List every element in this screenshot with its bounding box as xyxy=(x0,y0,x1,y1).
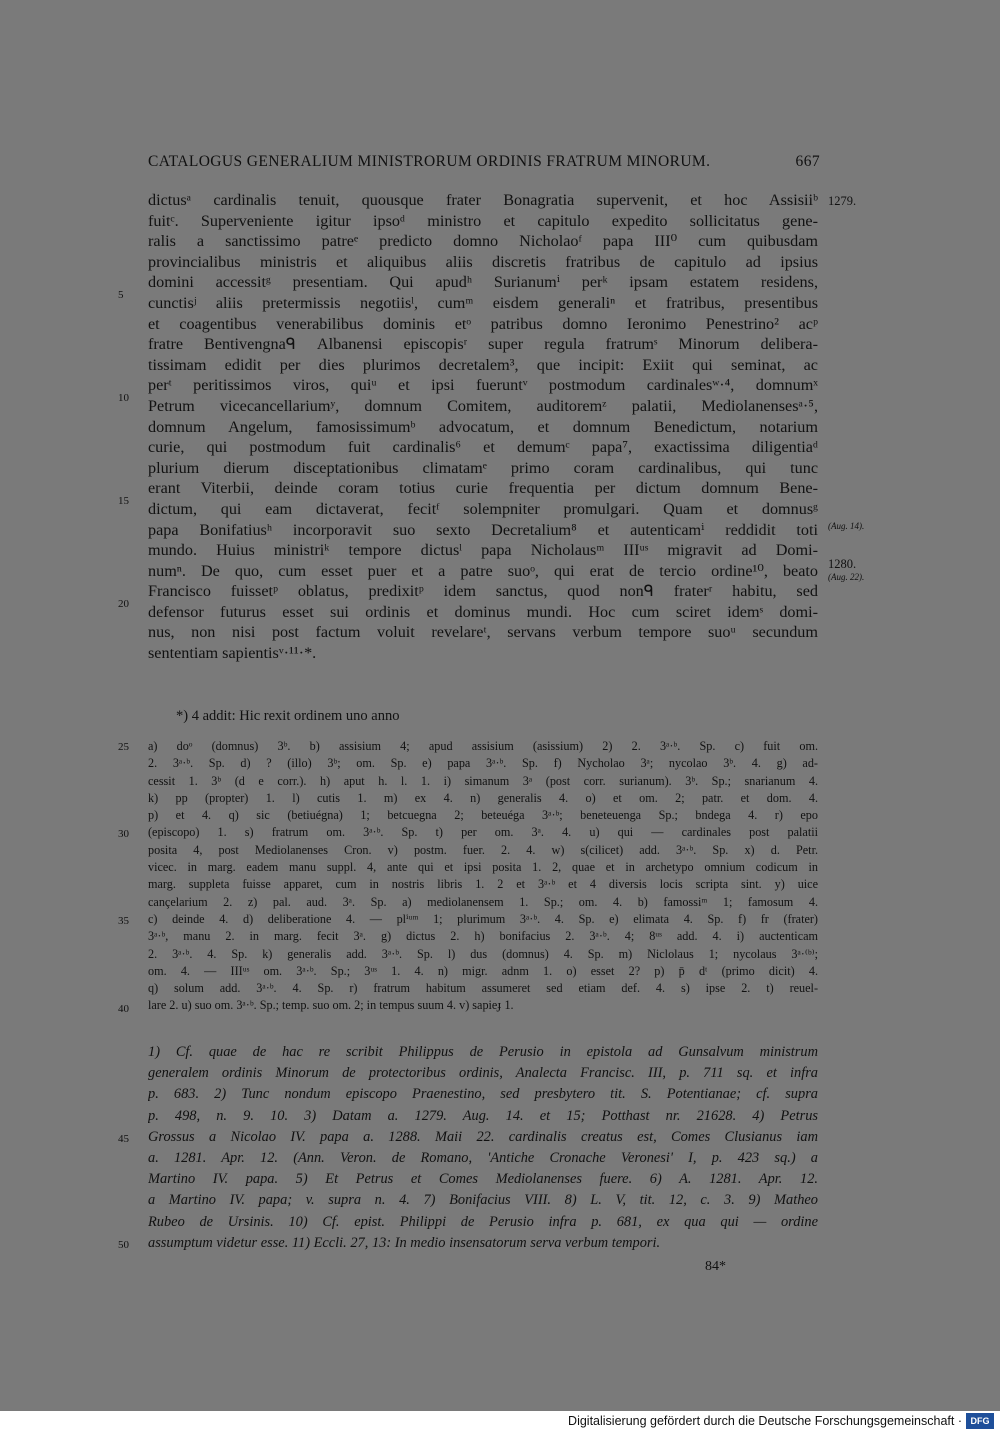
line-number: 30 xyxy=(118,828,129,840)
text-line: defensor futurus esset sui ordinis et dominus mundi. Hoc cum sciret idemˢ domi- xyxy=(148,602,818,621)
text-line: fuitᶜ. Superveniente igitur ipsoᵈ ministro et capitulo expedito sollicitatus gene- xyxy=(148,211,818,230)
text-line: a Martino IV. papa; v. supra n. 4. 7) Bonifacius VIII. 8) L. V, tit. 12, c. 3. 9) Matheo xyxy=(148,1192,818,1209)
line-number: 10 xyxy=(118,392,129,404)
text-line: domini accessitᵍ presentiam. Qui apudʰ Surianumⁱ perᵏ ipsam estatem residens, xyxy=(148,273,818,292)
text-line: lare 2. u) suo om. 3ᵃ·ᵇ. Sp.; temp. suo om. 2; in tempus suum 4. v) sapieɟ 1. xyxy=(148,998,514,1013)
text-line: cunctisʲ aliis pretermissis negotiisˡ, cumᵐ eisdem generaliⁿ et fratribus, presentibus xyxy=(148,293,818,312)
header-title: CATALOGUS GENERALIUM MINISTRORUM ORDINIS FRATRUM MINORUM. xyxy=(148,153,711,170)
critical-apparatus xyxy=(148,738,818,1015)
star-note: *) 4 addit: Hic rexit ordinem uno anno xyxy=(176,708,400,724)
margin-date: (Aug. 14). xyxy=(828,521,865,531)
text-line: generalem ordinis Minorum de protectoribus ordinis, Analecta Francisc. III, p. 711 sq. et infra xyxy=(148,1065,818,1082)
text-line: fratre Bentivengnaᑫ Albanensi episcopisʳ super regula fratrumˢ Minorum delibera- xyxy=(148,335,818,354)
text-line: numⁿ. De quo, cum esset puer et a patre suoᵒ, qui erat de tercio ordine¹⁰, beato xyxy=(148,561,818,580)
text-line: cançelarium 2. z) pal. aud. 3ᵃ. Sp. a) mediolanensem 1. Sp.; om. 4. b) famossiᵐ 1; famosum 4. xyxy=(148,894,818,909)
margin-year: 1279. xyxy=(828,194,857,208)
text-line: Rubeo de Ursinis. 10) Cf. epist. Philippi de Perusio infra p. 681, ex qua qui — ordine xyxy=(148,1213,818,1230)
signature-mark: 84* xyxy=(705,1259,726,1274)
text-line: p. 683. 2) Tunc nondum episcopo Praenestino, sed presbytero tit. S. Potentianae; cf. supra xyxy=(148,1086,818,1103)
text-line: erant Viterbii, deinde coram totius curie frequentia per dictum domnum Bene- xyxy=(148,479,818,498)
text-line: nus, non nisi post factum voluit revelareᵗ, servans verbum tempore suoᵘ secundum xyxy=(148,623,818,642)
text-line: 2. 3ᵃ·ᵇ. Sp. d) ? (illo) 3ᵇ; om. Sp. e) papa 3ᵃ·ᵇ. Sp. f) Nycholao 3ᵃ; nycolao 3ᵇ. 4. g) ad- xyxy=(148,756,818,771)
text-line: c) deinde 4. d) deliberatione 4. — plⁱᵘᵐ 1; plurimum 3ᵃ·ᵇ. 4. Sp. e) elimata 4. Sp. f) fr (frater) xyxy=(148,911,818,926)
line-number: 45 xyxy=(118,1133,129,1145)
text-line: om. 4. — IIIᵘˢ om. 3ᵃ·ᵇ. Sp.; 3ᵘˢ 1. 4. n) migr. adnm 1. o) esset 2? p) p̄ dᵗ (primo dicit) 4. xyxy=(148,963,818,978)
dfg-logo: DFG xyxy=(966,1413,994,1429)
footer-bar xyxy=(0,1411,1000,1434)
footer-text: Digitalisierung gefördert durch die Deutsche Forschungsgemeinschaft · xyxy=(568,1414,962,1428)
text-line: curie, qui postmodum fuit cardinalis⁶ et demumᶜ papa⁷, exactissima diligentiaᵈ xyxy=(148,438,818,457)
line-number: 25 xyxy=(118,741,129,753)
margin-year: 1280. xyxy=(828,557,857,571)
text-line: vicec. in marg. eadem manu suppl. 4, ante qui et ipsi posita 1. 2, quae et in archetypo omnium codicum in xyxy=(148,860,818,875)
text-line: dictum, qui eam dictaverat, fecitᶠ solempniter promulgari. Quam et domnusᵍ xyxy=(148,499,818,518)
text-line: cessit 1. 3ᵇ (d e corr.). h) aput h. l. 1. i) simanum 3ᵃ (post corr. surianum). 3ᵇ. Sp.; snarianum 4. xyxy=(148,773,818,788)
line-number: 35 xyxy=(118,915,129,927)
text-line: perᵗ peritissimos viros, quiᵘ et ipsi fueruntᵛ postmodum cardinalesʷ·⁴, domnumˣ xyxy=(148,376,818,395)
text-line: provincialibus ministris et aliquibus aliis discretis fratribus de capitulo ad ipsius xyxy=(148,252,818,271)
text-line: k) pp (propter) 1. l) cutis 1. m) ex 4. n) generalis 4. o) et om. 2; patr. et dom. 4. xyxy=(148,790,818,805)
text-line: domnum Angelum, famosissimumᵇ advocatum, et domnum Benedictum, notarium xyxy=(148,417,818,436)
line-number: 15 xyxy=(118,495,129,507)
text-line: 2. 3ᵃ·ᵇ. 4. Sp. k) generalis add. 3ᵃ·ᵇ. Sp. l) dus (domnus) 4. Sp. m) Niclolaus 1; nycolaus 3ᵃ·⁽ᵇ⁾; xyxy=(148,946,818,961)
text-line: dictusᵃ cardinalis tenuit, quousque frater Bonagratia supervenit, et hoc Assisiiᵇ xyxy=(148,191,818,209)
text-line: et coagentibus venerabilibus dominis etᵒ patribus domno Ieronimo Penestrino² acᵖ xyxy=(148,314,818,333)
line-number: 5 xyxy=(118,289,124,301)
margin-date: (Aug. 22). xyxy=(828,572,865,582)
footnotes xyxy=(148,1042,818,1254)
text-line: 1) Cf. quae de hac re scribit Philippus de Perusio in epistola ad Gunsalvum ministrum xyxy=(148,1044,818,1060)
text-line: Petrum vicecancellariumʸ, domnum Comitem, auditoremᶻ palatii, Mediolanensesᵃ·⁵, xyxy=(148,396,818,415)
text-line: ralis a sanctissimo patreᵉ predicto domno Nicholaoᶠ papa III⁰ cum quibusdam xyxy=(148,232,818,251)
text-line: Francisco fuissetᵖ oblatus, predixitᵖ idem sanctus, quod nonᑫ fraterʳ habitu, sed xyxy=(148,582,818,601)
text-line: plurium dierum disceptationibus climatamᵉ primo coram cardinalibus, qui tunc xyxy=(148,458,818,477)
text-line: 3ᵃ·ᵇ, manu 2. in marg. fecit 3ᵃ. g) dictus 2. h) bonifacius 2. 3ᵃ·ᵇ. 4; 8ᵘˢ add. 4. i) auctenticam xyxy=(148,929,818,944)
main-text xyxy=(148,190,818,664)
text-line: Grossus a Nicolao IV. papa a. 1288. Maii 22. cardinalis creatus est, Comes Clusianus iam xyxy=(148,1128,818,1145)
line-number: 50 xyxy=(118,1239,129,1251)
text-line: Martino IV. papa. 5) Et Petrus et Comes Mediolanenses fuere. 6) A. 1281. Apr. 12. xyxy=(148,1171,818,1188)
text-line: p. 498, n. 9. 10. 3) Datam a. 1279. Aug. 14. et 15; Potthast nr. 21628. 4) Petrus xyxy=(148,1107,818,1124)
text-line: sententiam sapientisᵛ·¹¹·*. xyxy=(148,644,317,663)
text-line: a) doᵒ (domnus) 3ᵇ. b) assisium 4; apud assisium (asissium) 2) 2. 3ᵃ·ᵇ. Sp. c) fuit om. xyxy=(148,739,818,753)
text-line: p) et 4. q) sic (betiuégna) 1; betcuegna 2; beteuéga 3ᵃ·ᵇ; beneteuenga Sp.; bndega 4. r) epo xyxy=(148,808,818,823)
text-line: (episcopo) 1. s) fratrum om. 3ᵃ·ᵇ. Sp. t) per om. 3ᵃ. 4. u) qui — cardinales post palatii xyxy=(148,825,818,840)
text-line: mundo. Huius ministriᵏ tempore dictusˡ papa Nicholausᵐ IIIᵘˢ migravit ad Domi- xyxy=(148,541,818,560)
text-line: marg. suppleta fuisse apparet, cum in nostris libris 1. 2 et 3ᵃ·ᵇ et 4 diversis locis scripta sint. y) uice xyxy=(148,877,818,892)
page-number: 667 xyxy=(795,153,820,170)
text-line: q) solum add. 3ᵃ·ᵇ. 4. Sp. r) fratrum habitum assumeret sed etiam def. 4. s) ipse 2. t) reuel- xyxy=(148,981,818,996)
text-line: papa Bonifatiusʰ incorporavit suo sexto Decretalium⁸ et autenticamⁱ reddidit toti xyxy=(148,520,818,539)
running-header xyxy=(148,153,820,171)
line-number: 40 xyxy=(118,1003,129,1015)
line-number: 20 xyxy=(118,598,129,610)
text-line: tissimam edidit per dies plurimos decretalem³, que incipit: Exiit qui seminat, ac xyxy=(148,355,818,374)
text-line: posita 4, post Mediolanenses Cron. v) postm. fuer. 2. 4. w) s(cilicet) add. 3ᵃ·ᵇ. Sp. x) d. Petr. xyxy=(148,842,818,857)
text-line: a. 1281. Apr. 12. (Ann. Veron. de Romano, 'Antiche Cronache Veronesi' I, p. 423 sq.) a xyxy=(148,1149,818,1166)
text-line: assumptum videtur esse. 11) Eccli. 27, 13: In medio insensatorum serva verbum tempori. xyxy=(148,1234,661,1251)
